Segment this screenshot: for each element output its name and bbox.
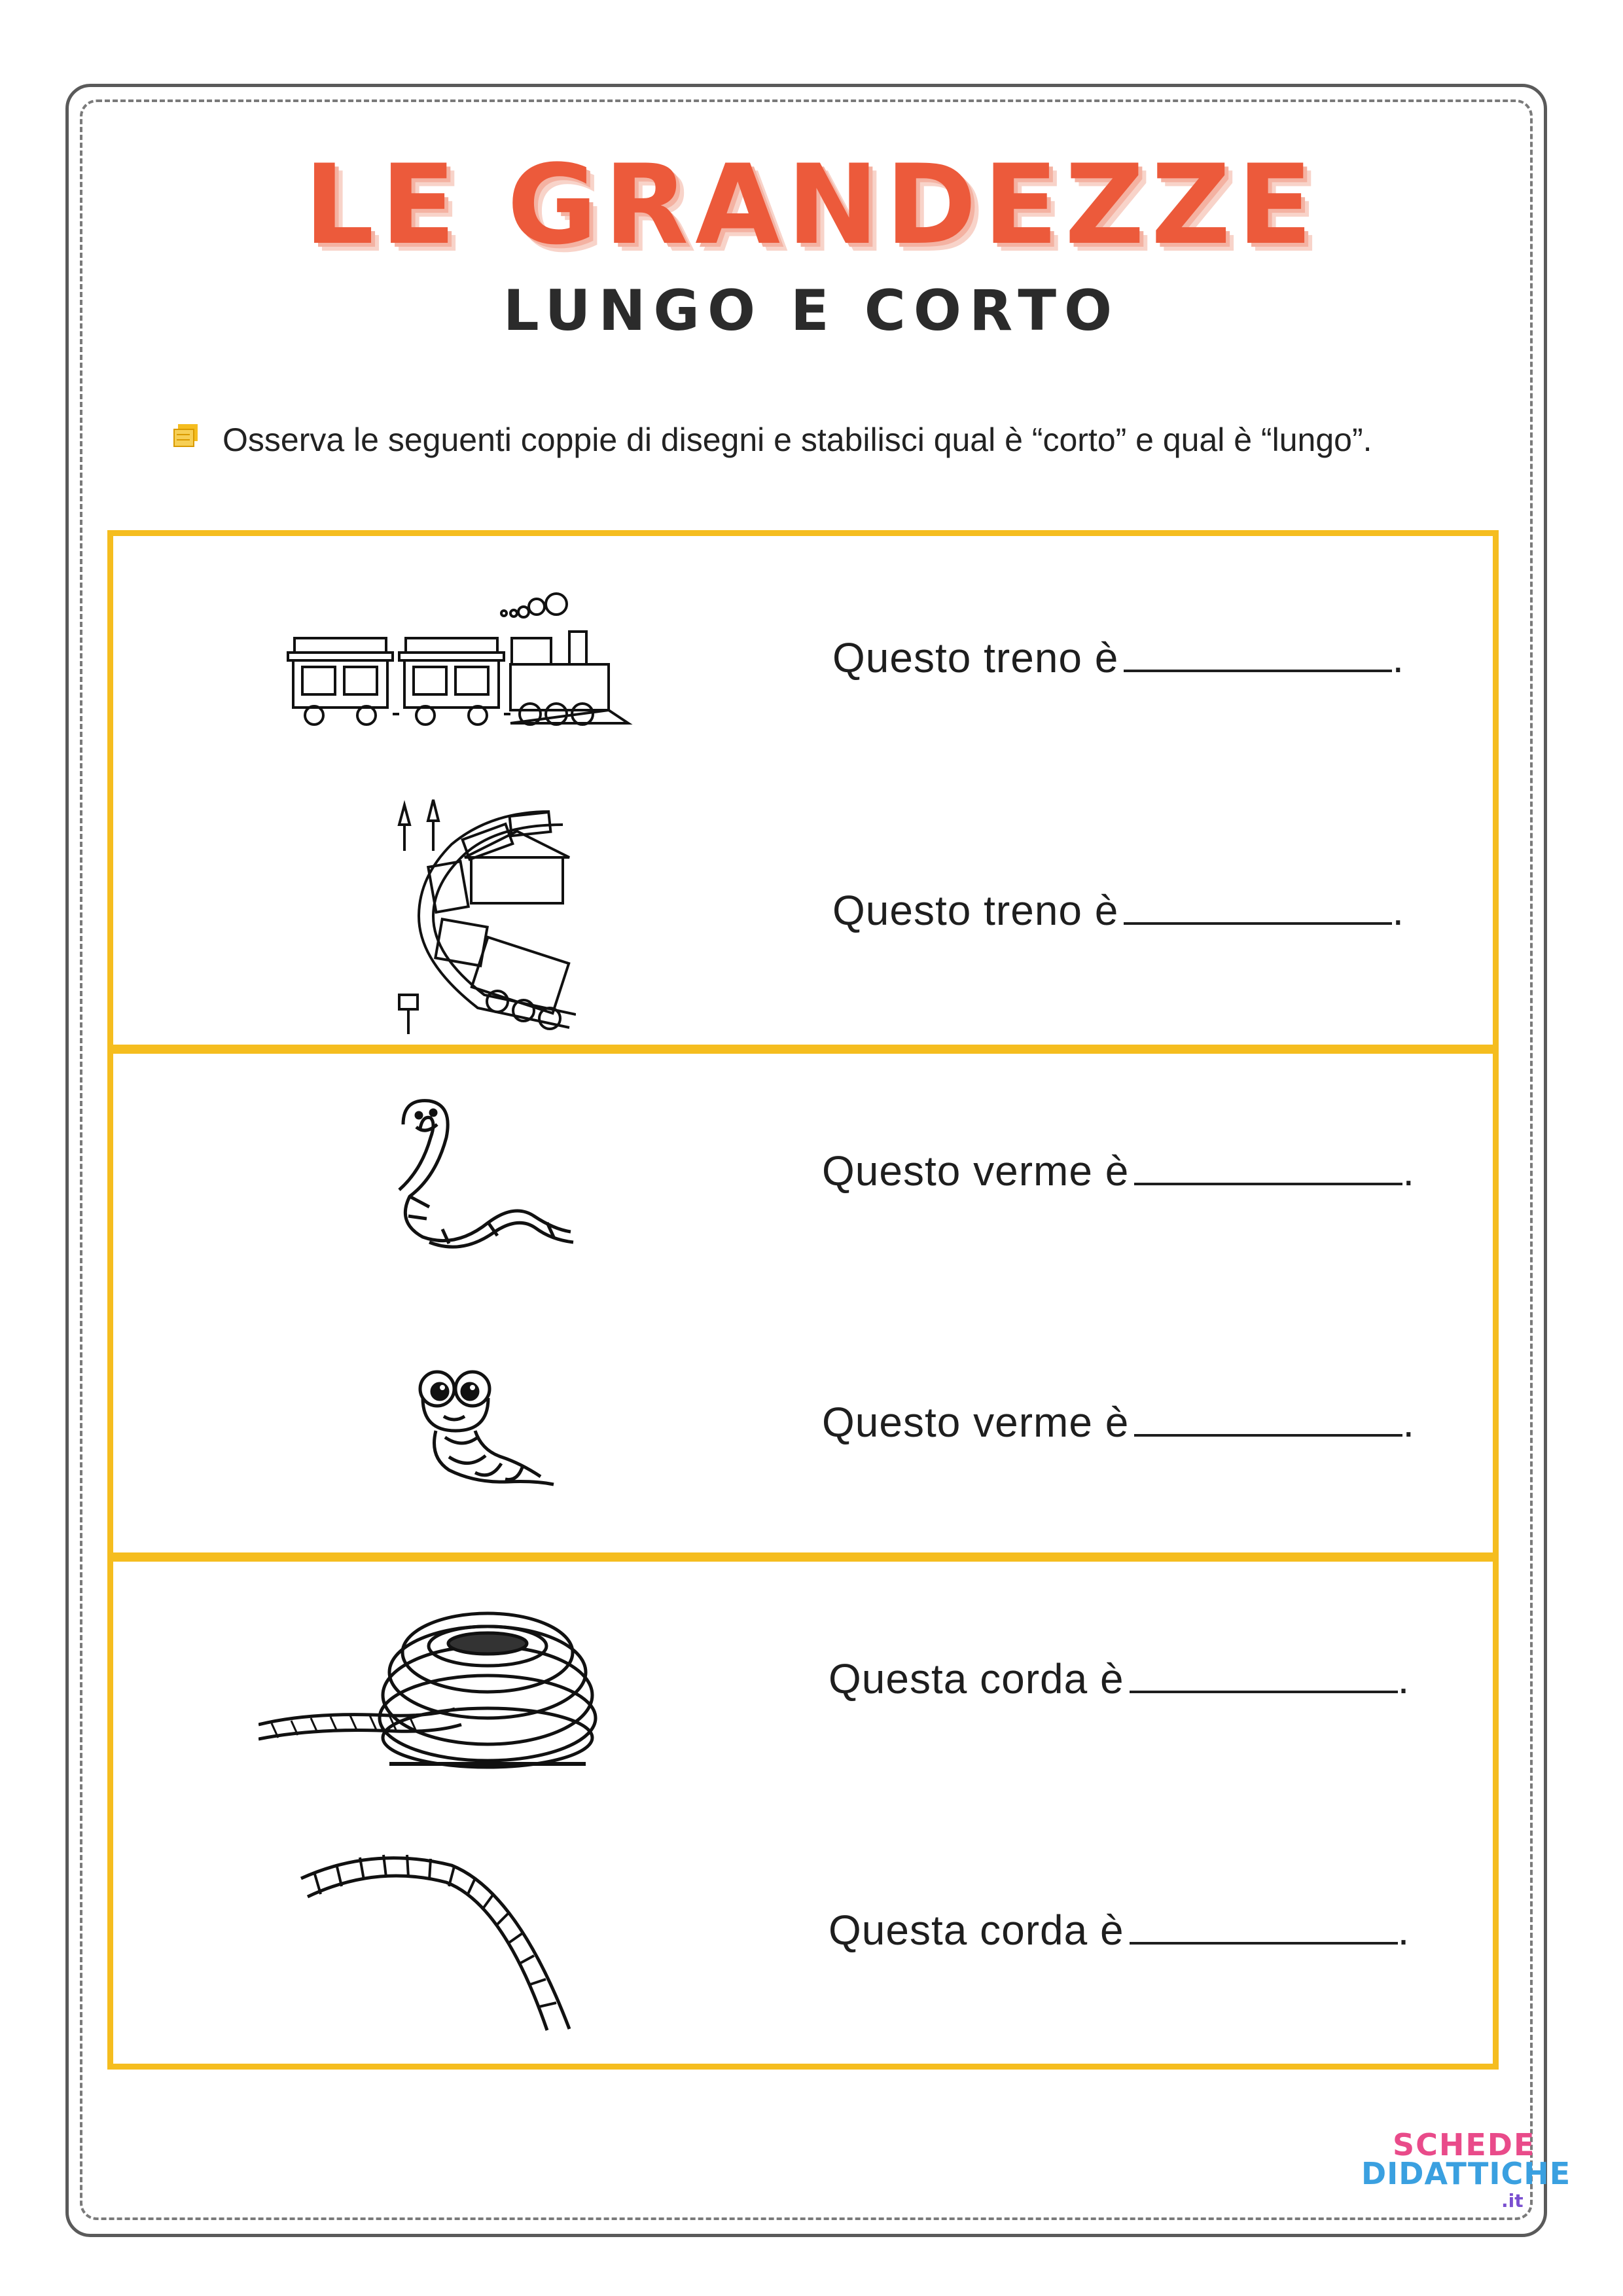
logo-line-3: .it xyxy=(1501,2190,1524,2212)
answer-blank[interactable] xyxy=(1130,1907,1398,1945)
instruction-text: Osserva le seguenti coppie di disegni e stabilisci qual è “corto” e qual è “lungo”. xyxy=(223,422,1372,458)
train-long-icon xyxy=(393,792,576,1034)
answer-blank[interactable] xyxy=(1134,1147,1402,1185)
sentence-rope-1: Questa corda è . xyxy=(829,1655,1410,1702)
answer-blank[interactable] xyxy=(1124,887,1392,925)
worm-short-icon xyxy=(410,1359,560,1490)
sentence-train-1: Questo treno è . xyxy=(832,634,1405,681)
answer-blank[interactable] xyxy=(1130,1655,1398,1693)
logo-line-1: SCHEDE xyxy=(1393,2127,1536,2162)
sentence-rope-2: Questa corda è . xyxy=(829,1907,1410,1954)
train-short-icon xyxy=(281,592,635,730)
page-title: LE GRANDEZZE xyxy=(304,141,1319,269)
answer-blank[interactable] xyxy=(1134,1399,1402,1437)
page-subtitle: LUNGO E CORTO xyxy=(503,278,1120,344)
rope-coil-icon xyxy=(259,1587,625,1770)
brand-logo xyxy=(1361,2127,1571,2212)
notes-icon xyxy=(171,423,203,449)
sentence-worm-2: Questo verme è . xyxy=(822,1399,1416,1446)
rope-short-icon xyxy=(294,1839,596,2036)
logo-line-2: DIDATTICHE xyxy=(1361,2156,1571,2191)
worm-long-icon xyxy=(390,1092,580,1255)
section-worms xyxy=(107,1045,1499,1562)
answer-blank[interactable] xyxy=(1124,634,1392,672)
sentence-train-2: Questo treno è . xyxy=(832,887,1405,934)
sentence-worm-1: Questo verme è . xyxy=(822,1147,1416,1194)
